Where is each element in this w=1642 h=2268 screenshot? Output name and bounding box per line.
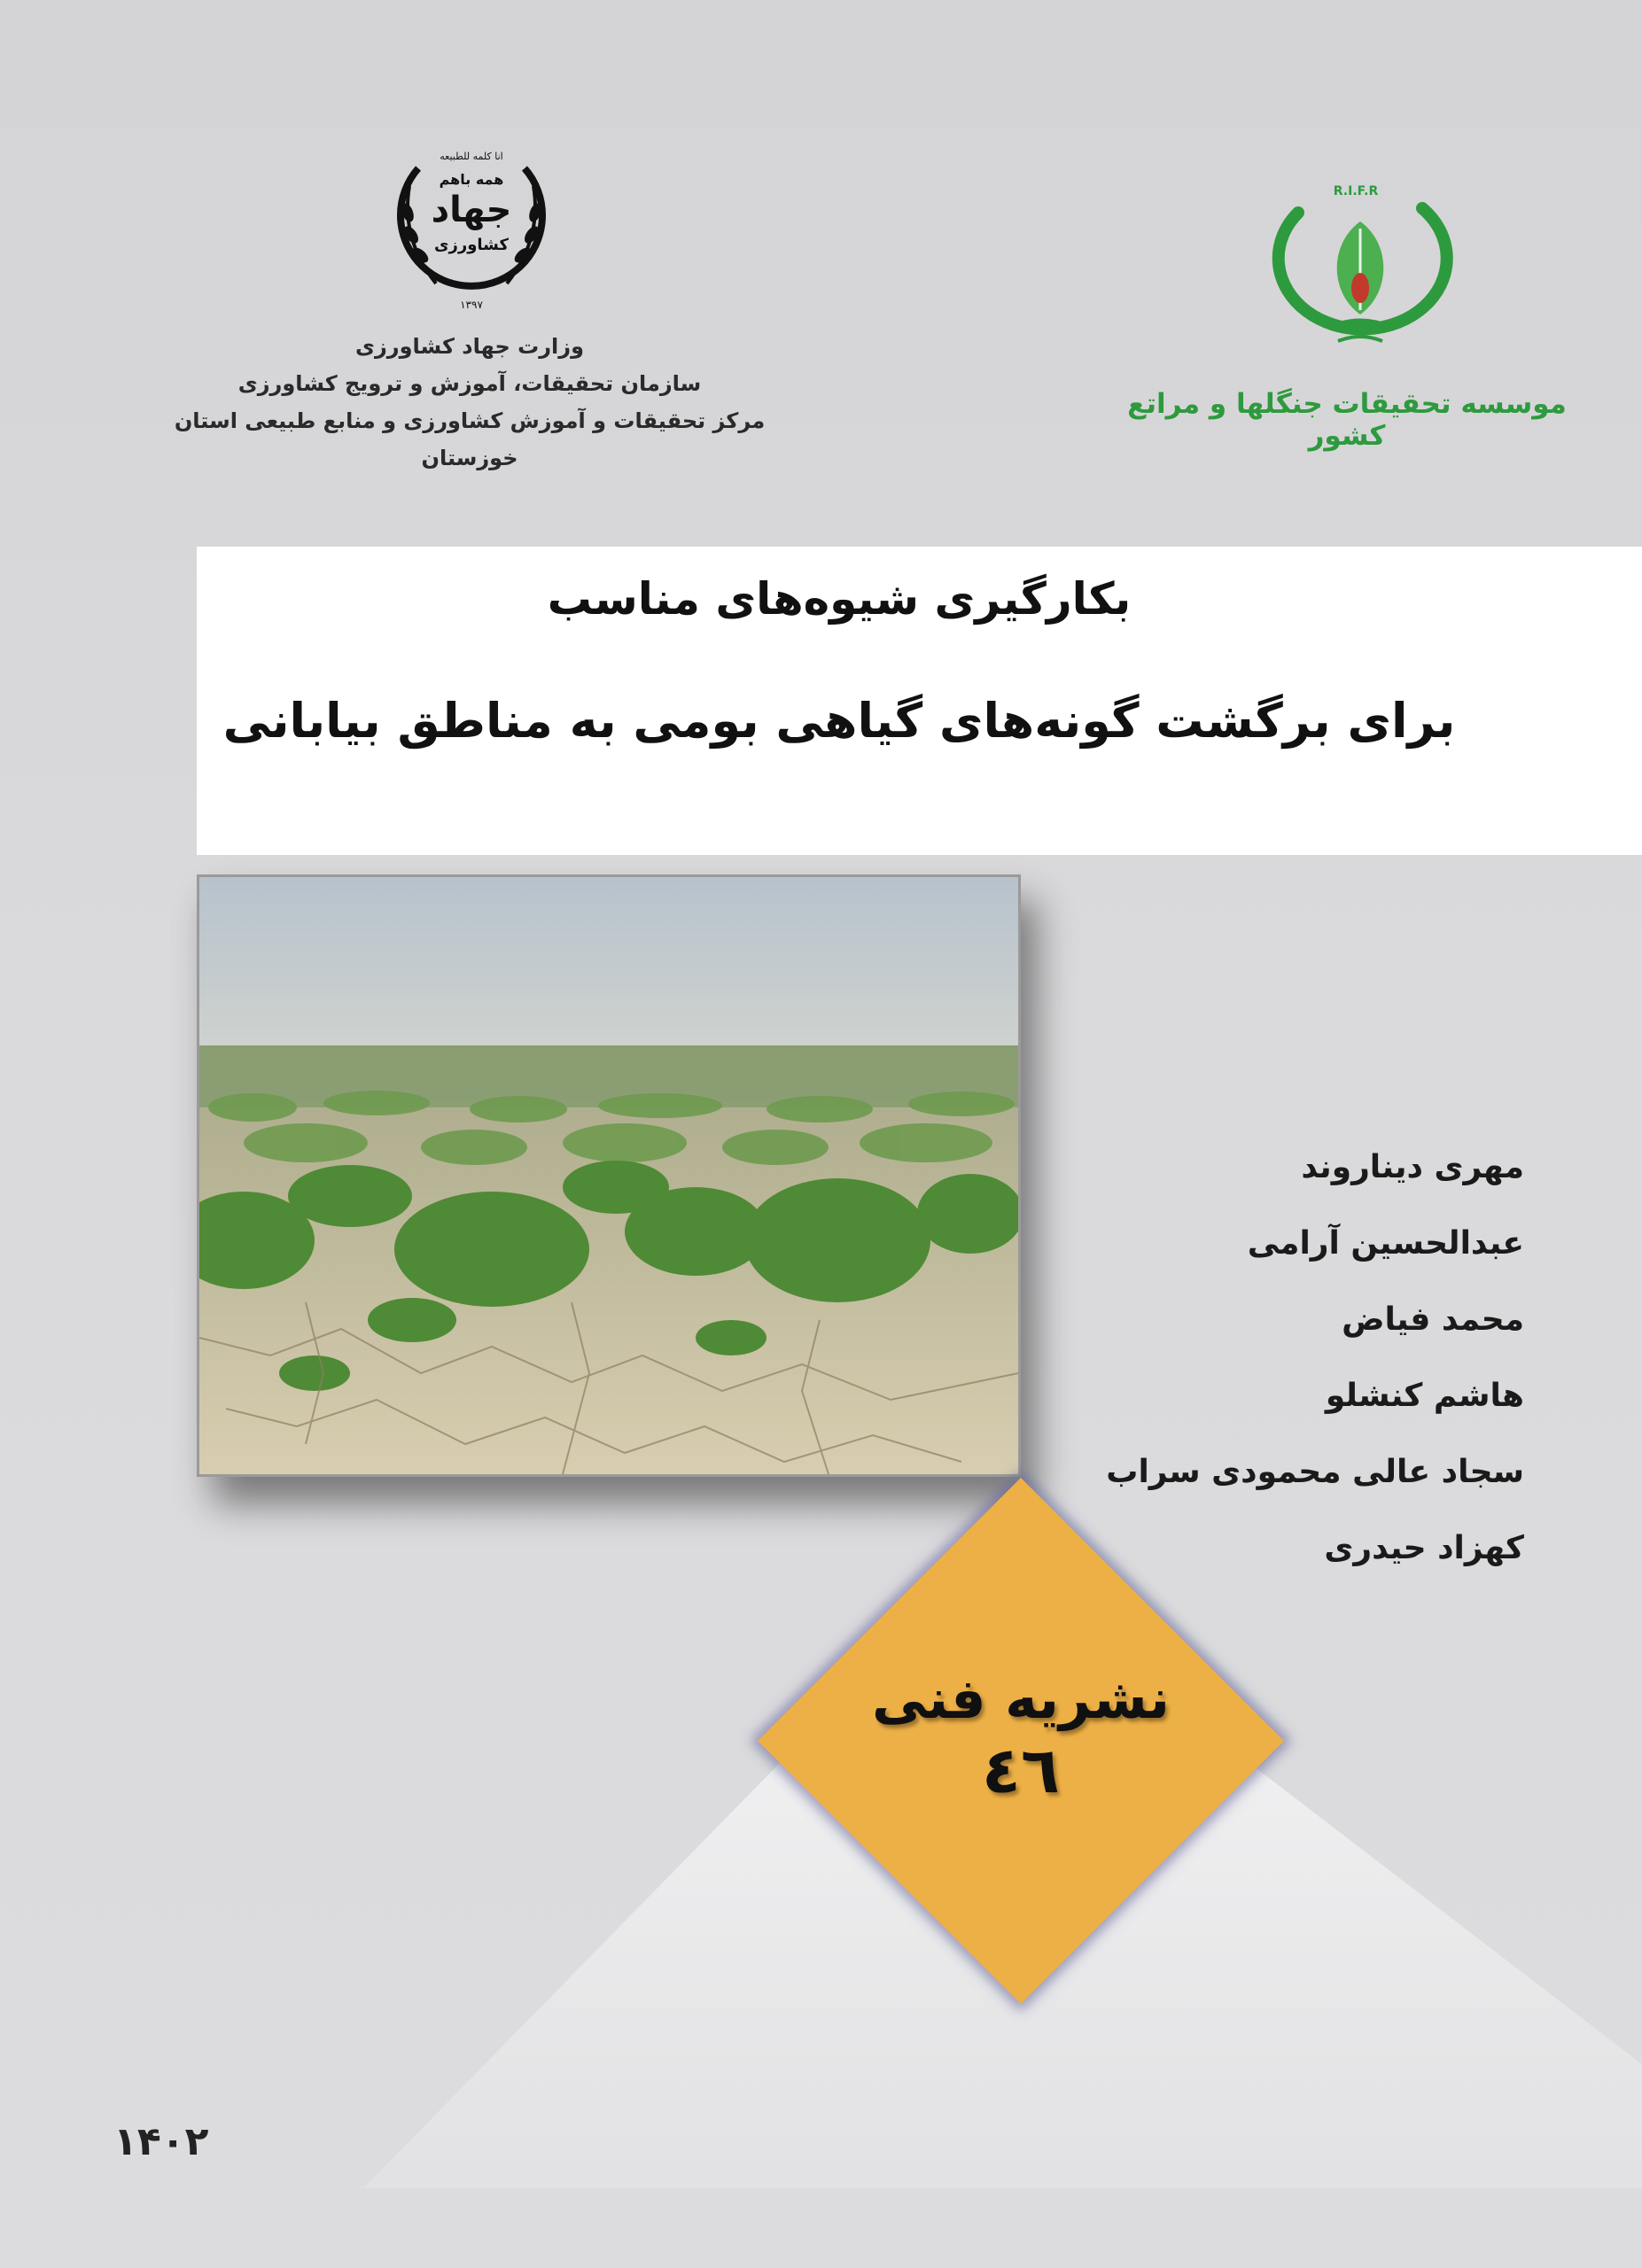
author-6: کهزاد حیدری <box>1324 1530 1524 1566</box>
ministry-logo-year: ۱۳۹۷ <box>460 299 483 311</box>
publication-series-label: نشریه فنی <box>871 1666 1171 1731</box>
ministry-logo-name: جهاد <box>431 190 512 230</box>
title-line-2: برای برگشت گونه‌های گیاهی بومی به مناطق بیابانی <box>222 693 1456 749</box>
ministry-logo-arc-text: انا کلمه للطبیعه <box>440 151 503 162</box>
ministry-logo-slogan: همه باهم <box>439 171 504 188</box>
author-4: هاشم کنشلو <box>1325 1378 1524 1414</box>
cover-photo-desert-vegetation <box>197 874 1021 1477</box>
ministry-line-1: وزارت جهاد کشاورزی <box>354 334 584 359</box>
title-band <box>197 547 1642 855</box>
ministry-line-2: سازمان تحقیقات، آموزش و ترویج کشاورزی <box>237 371 702 396</box>
publication-badge <box>764 1480 1278 2002</box>
publication-series-number: ٤٦ <box>982 1733 1060 1807</box>
author-5: سجاد عالی محمودی سراب <box>1106 1454 1524 1490</box>
ministry-affiliation <box>133 328 806 477</box>
ministry-logo-sub: کشاورزی <box>434 236 509 254</box>
title-line-1: بکارگیری شیوه‌های مناسب <box>547 573 1132 625</box>
author-1: مهری دیناروند <box>1301 1149 1524 1185</box>
publication-year: ۱۴۰۲ <box>113 2119 209 2164</box>
ministry-line-3: مرکز تحقیقات و آموزش کشاورزی و منابع طبیعی استان خوزستان <box>174 408 766 470</box>
ministry-logo <box>383 133 560 319</box>
institute-name: موسسه تحقیقات جنگلها و مراتع کشور <box>1127 388 1567 452</box>
institute-logo <box>1245 159 1458 372</box>
author-3: محمد فیاض <box>1342 1301 1524 1338</box>
institute-logo-abbr: R.I.F.R <box>1333 184 1379 198</box>
author-2: عبدالحسین آرامی <box>1247 1225 1524 1262</box>
